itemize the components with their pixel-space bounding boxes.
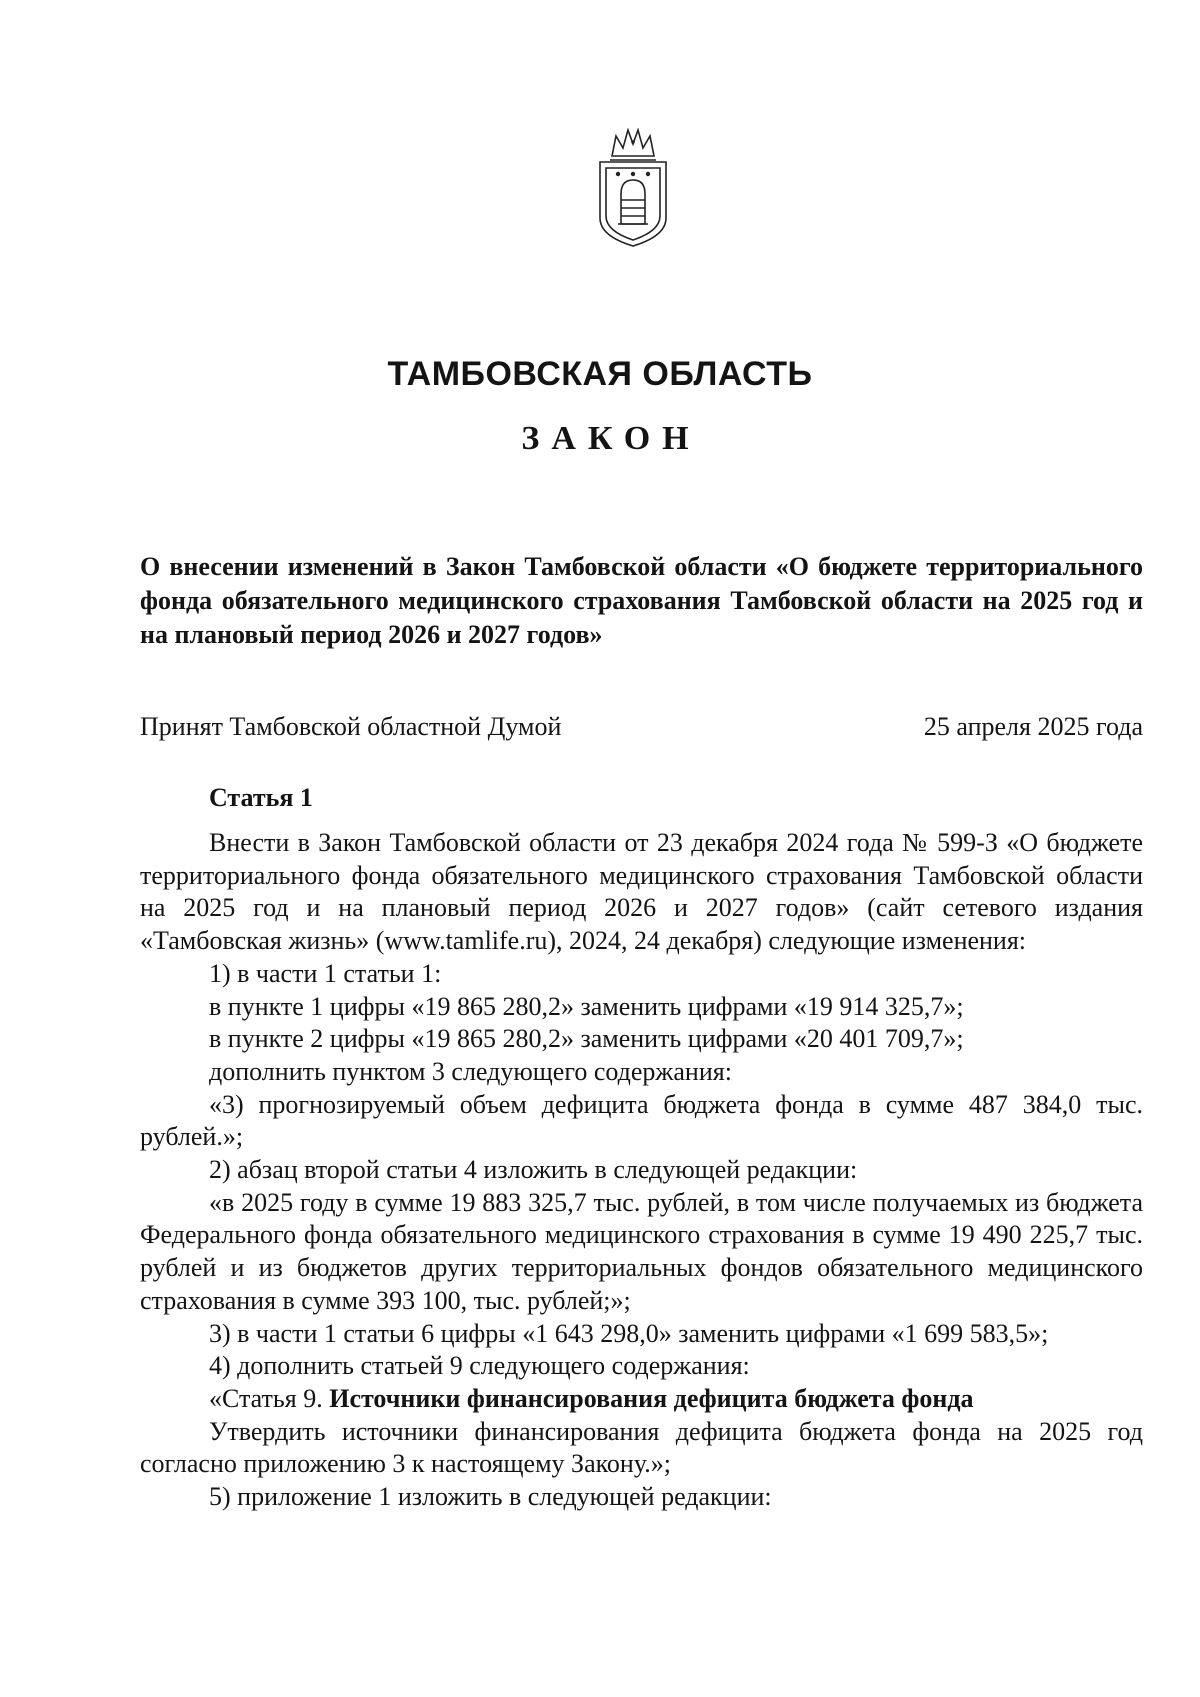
article-9-heading (140, 1383, 1143, 1416)
item-5: 5) приложение 1 изложить в следующей редакции: (209, 1482, 772, 1512)
law-title: О внесении изменений в Закон Тамбовской области «О бюджете территориального фонда обязательного медицинского страхования Тамбовской области на 2025 год и на плановый период 2026 и 2027 годов» (140, 552, 1143, 649)
article-body (140, 827, 1143, 1514)
article-intro: Внести в Закон Тамбовской области от 23 декабря 2024 года № 599-З «О бюджете территориального фонда обязательного медицинского страхования Тамбовской области на 2025 год и на плановый период 2026 и 2027 годов» (сайт сетевого издания «Тамбовская жизнь» (www.tamlife.ru), 2024, 24 декабря) следующие изменения: (140, 828, 1143, 956)
item-1-d: «3) прогнозируемый объем дефицита бюджета фонда в сумме 487 384,0 тыс. рублей.»; (140, 1089, 1143, 1152)
item-3: 3) в части 1 статьи 6 цифры «1 643 298,0» заменить цифрами «1 699 583,5»; (209, 1318, 1049, 1348)
item-1-c: дополнить пунктом 3 следующего содержания: (209, 1056, 732, 1086)
item-1-b: в пункте 2 цифры «19 865 280,2» заменить цифрами «20 401 709,7»; (209, 1024, 964, 1054)
article-9-prefix: «Статья 9. (209, 1383, 330, 1413)
coat-of-arms-icon (590, 128, 676, 250)
adoption-date: 25 апреля 2025 года (923, 712, 1143, 741)
article-9-title: Источники финансирования дефицита бюджета фонда (329, 1383, 974, 1413)
item-2-text: «в 2025 году в сумме 19 883 325,7 тыс. рублей, в том числе получаемых из бюджета Федерального фонда обязательного медицинского страхования в сумме 19 490 225,7 тыс. рублей и из бюджетов других территориальных фондов обязательного медицинского страхования в сумме 393 100, тыс. рублей;»; (140, 1187, 1143, 1315)
adopted-by: Принят Тамбовской областной Думой (140, 712, 562, 741)
item-4: 4) дополнить статьей 9 следующего содержания: (209, 1351, 750, 1381)
item-1: 1) в части 1 статьи 1: (209, 958, 442, 988)
document-type: ЗАКОН (521, 420, 701, 457)
region-title: ТАМБОВСКАЯ ОБЛАСТЬ (387, 355, 813, 393)
article-heading: Статья 1 (209, 783, 313, 812)
item-2: 2) абзац второй статьи 4 изложить в следующей редакции: (209, 1155, 858, 1185)
article-9-text: Утвердить источники финансирования дефицита бюджета фонда на 2025 год согласно приложению 3 к настоящему Закону.»; (140, 1416, 1143, 1479)
adoption-line (140, 712, 1143, 742)
item-1-a: в пункте 1 цифры «19 865 280,2» заменить цифрами «19 914 325,7»; (209, 991, 964, 1021)
